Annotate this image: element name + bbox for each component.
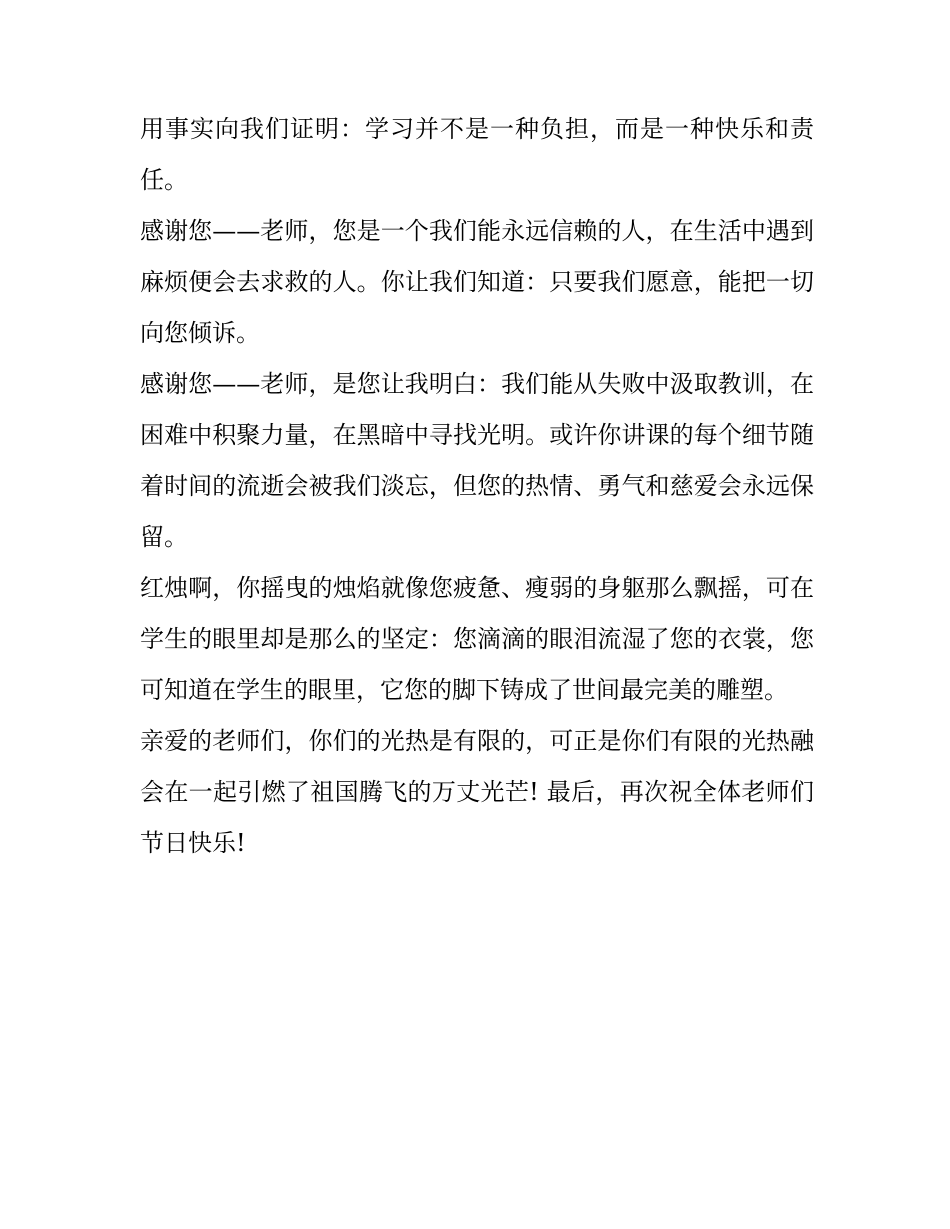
paragraph-2: 感谢您——老师，您是一个我们能永远信赖的人，在生活中遇到麻烦便会去求救的人。你让我们知道：只要我们愿意，能把一切向您倾诉。 <box>140 217 814 347</box>
paragraph-3: 感谢您——老师，是您让我明白：我们能从失败中汲取教训，在困难中积聚力量，在黑暗中寻找光明。或许你讲课的每个细节随着时间的流逝会被我们淡忘，但您的热情、勇气和慈爱会永远保留。 <box>140 370 814 551</box>
paragraph-1: 用事实向我们证明：学习并不是一种负担，而是一种快乐和责任。 <box>140 115 814 194</box>
paragraph-4: 红烛啊，你摇曳的烛焰就像您疲惫、瘦弱的身躯那么飘摇，可在学生的眼里却是那么的坚定：您滴滴的眼泪流湿了您的衣裳，您可知道在学生的眼里，它您的脚下铸成了世间最完美的雕塑。 <box>140 574 814 704</box>
document-body <box>140 104 814 869</box>
paragraph-5: 亲爱的老师们，你们的光热是有限的，可正是你们有限的光热融会在一起引燃了祖国腾飞的万丈光芒! 最后，再次祝全体老师们节日快乐! <box>140 727 814 857</box>
